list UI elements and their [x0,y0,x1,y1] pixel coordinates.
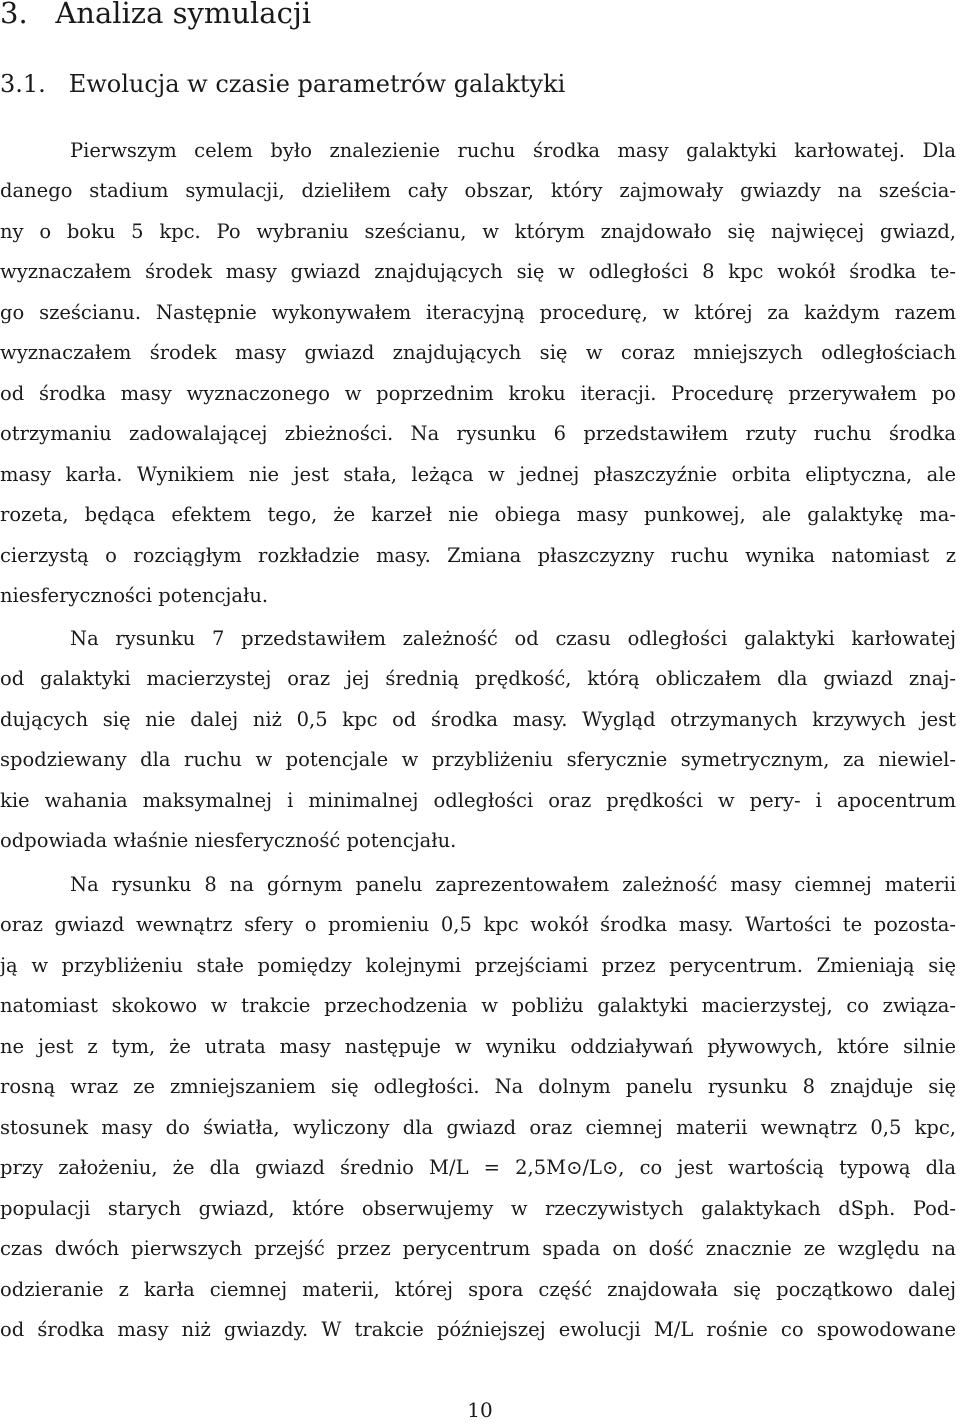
text-line: oraz gwiazd wewnątrz sfery o promieniu 0,5 kpc wokół środka masy. Wartości te pozosta- [0,913,956,936]
page-number: 10 [467,1398,493,1422]
text-line: ne jest z tym, że utrata masy następuje w wyniku oddziaływań pływowych, które silnie [0,1035,956,1058]
text-line: Pierwszym celem było znalezienie ruchu środka masy galaktyki karłowatej. Dla [70,139,956,162]
text-line: Na rysunku 7 przedstawiłem zależność od czasu odległości galaktyki karłowatej [70,627,956,650]
chapter-number: 3. [0,0,28,30]
text-line: otrzymaniu zadowalającej zbieżności. Na rysunku 6 przedstawiłem rzuty ruchu środka [0,422,956,445]
text-line: ny o boku 5 kpc. Po wybraniu sześcianu, w którym znajdowało się najwięcej gwiazd, [0,220,956,243]
text-line: od środka masy wyznaczonego w poprzednim kroku iteracji. Procedurę przerywałem po [0,382,956,405]
section-number: 3.1. [0,70,46,98]
text-line: stosunek masy do światła, wyliczony dla gwiazd oraz ciemnej materii wewnątrz 0,5 kpc, [0,1116,956,1139]
text-line: natomiast skokowo w trakcie przechodzenia w pobliżu galaktyki macierzystej, co związa- [0,994,956,1017]
section-heading [0,70,565,98]
chapter-title: Analiza symulacji [55,0,312,30]
text-line: przy założeniu, że dla gwiazd średnio M/L = 2,5M⊙/L⊙, co jest wartością typową dla [0,1156,956,1179]
text-line: rosną wraz ze zmniejszaniem się odległości. Na dolnym panelu rysunku 8 znajduje się [0,1075,956,1098]
section-title: Ewolucja w czasie parametrów galaktyki [68,70,566,98]
text-line: od galaktyki macierzystej oraz jej średnią prędkość, którą obliczałem dla gwiazd znaj- [0,667,956,690]
chapter-heading [0,0,311,30]
text-line: masy karła. Wynikiem nie jest stała, leżąca w jednej płaszczyźnie orbita eliptyczna, ale [0,463,956,486]
text-line: niesferyczności potencjału. [0,584,269,607]
text-line: kie wahania maksymalnej i minimalnej odległości oraz prędkości w pery- i apocentrum [0,789,956,812]
text-line: danego stadium symulacji, dzieliłem cały obszar, który zajmowały gwiazdy na sześcia- [0,179,956,202]
text-line: odzieranie z karła ciemnej materii, której spora część znajdowała się początkowo dalej [0,1278,956,1301]
text-line: odpowiada właśnie niesferyczność potencjału. [0,829,457,852]
text-line: wyznaczałem środek masy gwiazd znajdujących się w coraz mniejszych odległościach [0,341,956,364]
text-line: cierzystą o rozciągłym rozkładzie masy. Zmiana płaszczyzny ruchu wynika natomiast z [0,544,956,567]
text-line: wyznaczałem środek masy gwiazd znajdujących się w odległości 8 kpc wokół środka te- [0,260,956,283]
text-line: Na rysunku 8 na górnym panelu zaprezentowałem zależność masy ciemnej materii [70,873,956,896]
text-line: od środka masy niż gwiazdy. W trakcie późniejszej ewolucji M/L rośnie co spowodowane [0,1318,956,1341]
text-line: ją w przybliżeniu stałe pomiędzy kolejnymi przejściami przez perycentrum. Zmieniają się [0,954,956,977]
text-line: go sześcianu. Następnie wykonywałem iteracyjną procedurę, w której za każdym razem [0,301,956,324]
text-line: spodziewany dla ruchu w potencjale w przybliżeniu sferycznie symetrycznym, za niewiel- [0,748,956,771]
text-line: dujących się nie dalej niż 0,5 kpc od środka masy. Wygląd otrzymanych krzywych jest [0,708,956,731]
text-line: rozeta, będąca efektem tego, że karzeł nie obiega masy punkowej, ale galaktykę ma- [0,503,956,526]
text-line: czas dwóch pierwszych przejść przez perycentrum spada on dość znacznie ze względu na [0,1237,956,1260]
text-line: populacji starych gwiazd, które obserwujemy w rzeczywistych galaktykach dSph. Pod- [0,1197,956,1220]
